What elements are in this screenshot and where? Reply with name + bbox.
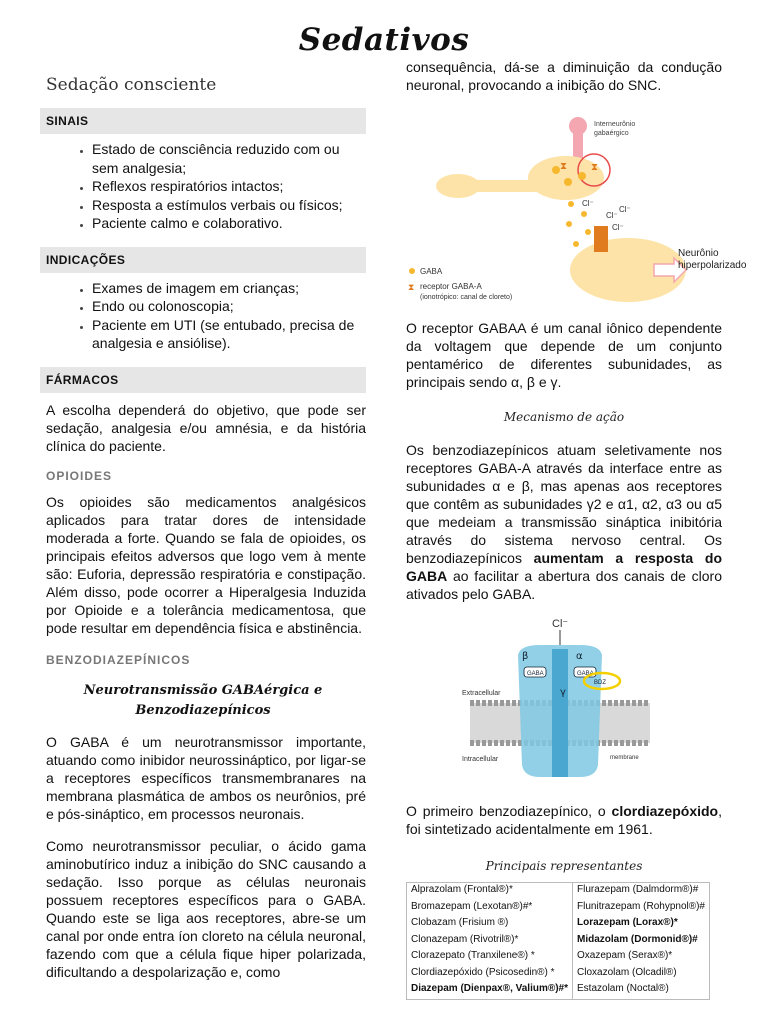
- drug-cell: Lorazepam (Lorax®)*: [573, 916, 710, 933]
- cl-ion: Cl⁻: [582, 199, 594, 208]
- receptor-glyph: ⧗: [591, 162, 599, 173]
- table-row: [407, 982, 710, 999]
- beta-subunit: β: [522, 651, 529, 662]
- page-title: Sedativos: [298, 22, 470, 58]
- right-column: [406, 58, 747, 1000]
- gaba-synapse-figure: [406, 108, 747, 309]
- cl-ion: Cl⁻: [612, 223, 624, 232]
- gamma-subunit: γ: [560, 687, 566, 698]
- drug-cell: Bromazepam (Lexotan®)#*: [411, 900, 533, 912]
- synapse-diagram: [406, 108, 747, 304]
- hyperpolarized-label-2: hiperpolarizado: [678, 260, 747, 271]
- gaba-molecule: [566, 221, 572, 227]
- interneuron-label-1: Interneurônio: [594, 121, 636, 128]
- drug-cell: Clorazepato (Tranxilene®) *: [411, 950, 535, 961]
- legend-receptor-icon: ⧗: [408, 283, 415, 293]
- cl-ion-label: Cl⁻: [552, 618, 569, 630]
- indicacoes-list: [40, 279, 366, 353]
- representantes-heading: Principais representantes: [485, 859, 643, 873]
- opioides-header: OPIOIDES: [46, 468, 113, 483]
- gaba-vesicle: [564, 178, 572, 186]
- first-benzo-bold: clordiazepóxido: [611, 803, 719, 819]
- interneuron-axon: [573, 130, 583, 160]
- table-row: [407, 966, 710, 983]
- list-item: • Resposta a estímulos verbais ou físicos;: [92, 196, 366, 215]
- mecanismo-heading: Mecanismo de ação: [503, 410, 625, 424]
- mecanismo-bold: aumentam a resposta do GABA: [406, 550, 722, 584]
- membrane-label: membrane: [610, 755, 639, 761]
- gaba-site-label: GABA: [527, 671, 544, 677]
- list-item: • Estado de consciência reduzido com ou sem analgesia;: [92, 140, 366, 177]
- neurotransmissao-heading: [40, 681, 366, 721]
- indicacoes-header: INDICAÇÕES: [40, 247, 366, 273]
- list-item: • Paciente calmo e colaborativo.: [92, 214, 366, 233]
- legend-receptor-2: (ionotrópico: canal de cloreto): [420, 294, 513, 301]
- sinais-list: [40, 140, 366, 233]
- gaba-site-label: GABA: [577, 671, 594, 677]
- drug-cell: Diazepam (Dienpax®, Valium®)#*: [411, 983, 569, 994]
- list-item: • Exames de imagem em crianças;: [92, 279, 366, 298]
- first-benzo-text-2: , foi sintetizado acidentalmente em 1961.: [406, 803, 722, 837]
- mecanismo-paragraph: [406, 441, 722, 603]
- gaba-molecule: [585, 229, 591, 235]
- drug-cell: Clobazam (Frisium ®): [411, 917, 509, 928]
- opioides-text: Os opioides são medicamentos analgésicos aplicados para tratar dores de intensidade moderada a forte. Quando se fala de opioides, os principais efeitos adversos que logo vem à mente são: Euforia, depressão respiratória e constipação. Além disso, pode ocorrer a Hiperalgesia Induzida por Opioide e a tolerância medicamentosa, que pode resultar em dependência física e abstinência.: [46, 493, 366, 636]
- drugs-table: [406, 882, 710, 1000]
- gaba-molecule: [568, 201, 574, 207]
- farmacos-header: FÁRMACOS: [40, 367, 366, 393]
- left-column: [40, 64, 366, 981]
- first-benzo-paragraph: [406, 802, 722, 838]
- drug-cell: Clordiazepóxido (Psicosedin®) *: [411, 966, 555, 978]
- table-row: [407, 900, 710, 917]
- table-row: [407, 916, 710, 933]
- gaba-molecule: [573, 241, 579, 247]
- cl-ion: Cl⁻: [619, 205, 631, 214]
- gaba-vesicle: [552, 166, 560, 174]
- extracellular-label: Extracellular: [462, 690, 501, 697]
- hyperpolarized-label-1: Neurônio: [678, 248, 719, 259]
- drug-cell: Oxazepam (Serax®)*: [573, 949, 710, 966]
- legend-gaba: GABA: [420, 267, 443, 276]
- list-item: • Reflexos respiratórios intactos;: [92, 177, 366, 196]
- list-item: • Endo ou colonoscopia;: [92, 297, 366, 316]
- table-row: [407, 883, 710, 900]
- interneuron-label-2: gabaérgico: [594, 130, 629, 137]
- alpha-subunit: α: [576, 651, 583, 662]
- mecanismo-text-2: ao facilitar a abertura dos canais de cloro ativados pelo GABA.: [406, 568, 722, 602]
- first-benzo-text-1: O primeiro benzodiazepínico, o: [406, 803, 606, 819]
- benzodiazepinicos-header: BENZODIAZEPÍNICOS: [46, 652, 191, 667]
- drug-cell: Flurazepam (Dalmdorm®)#: [573, 883, 710, 900]
- legend-gaba-dot: [409, 268, 415, 274]
- drug-cell: Cloxazolam (Olcadil®): [573, 966, 710, 983]
- legend-receptor-1: receptor GABA-A: [420, 282, 482, 291]
- receptor-glyph: ⧗: [560, 161, 568, 172]
- bdz-site-label: BDZ: [594, 680, 606, 686]
- receptor-diagram: [460, 615, 660, 783]
- drug-cell: Alprazolam (Frontal®)*: [411, 884, 513, 895]
- mecanismo-text-1: Os benzodiazepínicos atuam seletivamente nos receptores GABA-A através da interface entre as subunidades α e β, mas apenas aos receptores que contêm as subunidades γ2 e α1, α2, α3 ou α5 que medeiam a transmissão sináptica inibitória através do sistema nervoso central. Os benzodiazepínicos: [406, 442, 722, 566]
- neuro-heading-line-1: Neurotransmissão GABAérgica e: [83, 682, 323, 698]
- drug-cell: Estazolam (Noctal®): [573, 982, 710, 999]
- drug-cell: Flunitrazepam (Rohypnol®)#: [573, 900, 710, 917]
- intracellular-label: Intracellular: [462, 756, 499, 763]
- gaba-molecule: [581, 211, 587, 217]
- gaba-paragraph-2: Como neurotransmissor peculiar, o ácido gama aminobutírico induz a inibição do SNC causando a sedação. Isso porque as células neuronais possuem receptores específicos para o GABA. Quando este se liga aos receptores, abre-se um canal por onde entra íon cloreto na célula neuronal, fazendo com que a célula fique hiper polarizada, dificultando a despolarização e, como: [46, 837, 366, 980]
- drug-cell: Midazolam (Dormonid®)#: [573, 933, 710, 950]
- farmacos-intro: A escolha dependerá do objetivo, que pode ser sedação, analgesia e/ou amnésia, e da história clínica do paciente.: [46, 401, 366, 454]
- receptor-paragraph: O receptor GABAA é um canal iônico dependente da voltagem que depende de um conjunto pentamérico de diferentes subunidades, as principais sendo α, β e γ.: [406, 320, 722, 390]
- gaba-vesicle: [578, 172, 586, 180]
- gaba-paragraph-1: O GABA é um neurotransmissor importante, atuando como inibidor neurossináptico, por ligar-se a receptores específicos transmembranares na membrana plasmática de ambos os neurônios, pré e pós-sináptico, em processos neuronais.: [46, 733, 366, 822]
- gaba-a-receptor: [594, 226, 608, 252]
- table-row: [407, 933, 710, 950]
- gaba-a-receptor-figure: [460, 615, 722, 788]
- sinais-header: SINAIS: [40, 108, 366, 134]
- list-item: • Paciente em UTI (se entubado, precisa de analgesia e ansiólise).: [92, 316, 366, 353]
- continuation-paragraph: consequência, dá-se a diminuição da condução neuronal, provocando a inibição do SNC.: [406, 59, 722, 93]
- drug-cell: Clonazepam (Rivotril®)*: [411, 933, 519, 945]
- cl-ion: Cl⁻: [606, 211, 618, 220]
- neuro-heading-line-2: Benzodiazepínicos: [135, 702, 271, 718]
- table-row: [407, 949, 710, 966]
- section-title: Sedação consciente: [46, 75, 217, 95]
- channel-pore: [552, 649, 568, 777]
